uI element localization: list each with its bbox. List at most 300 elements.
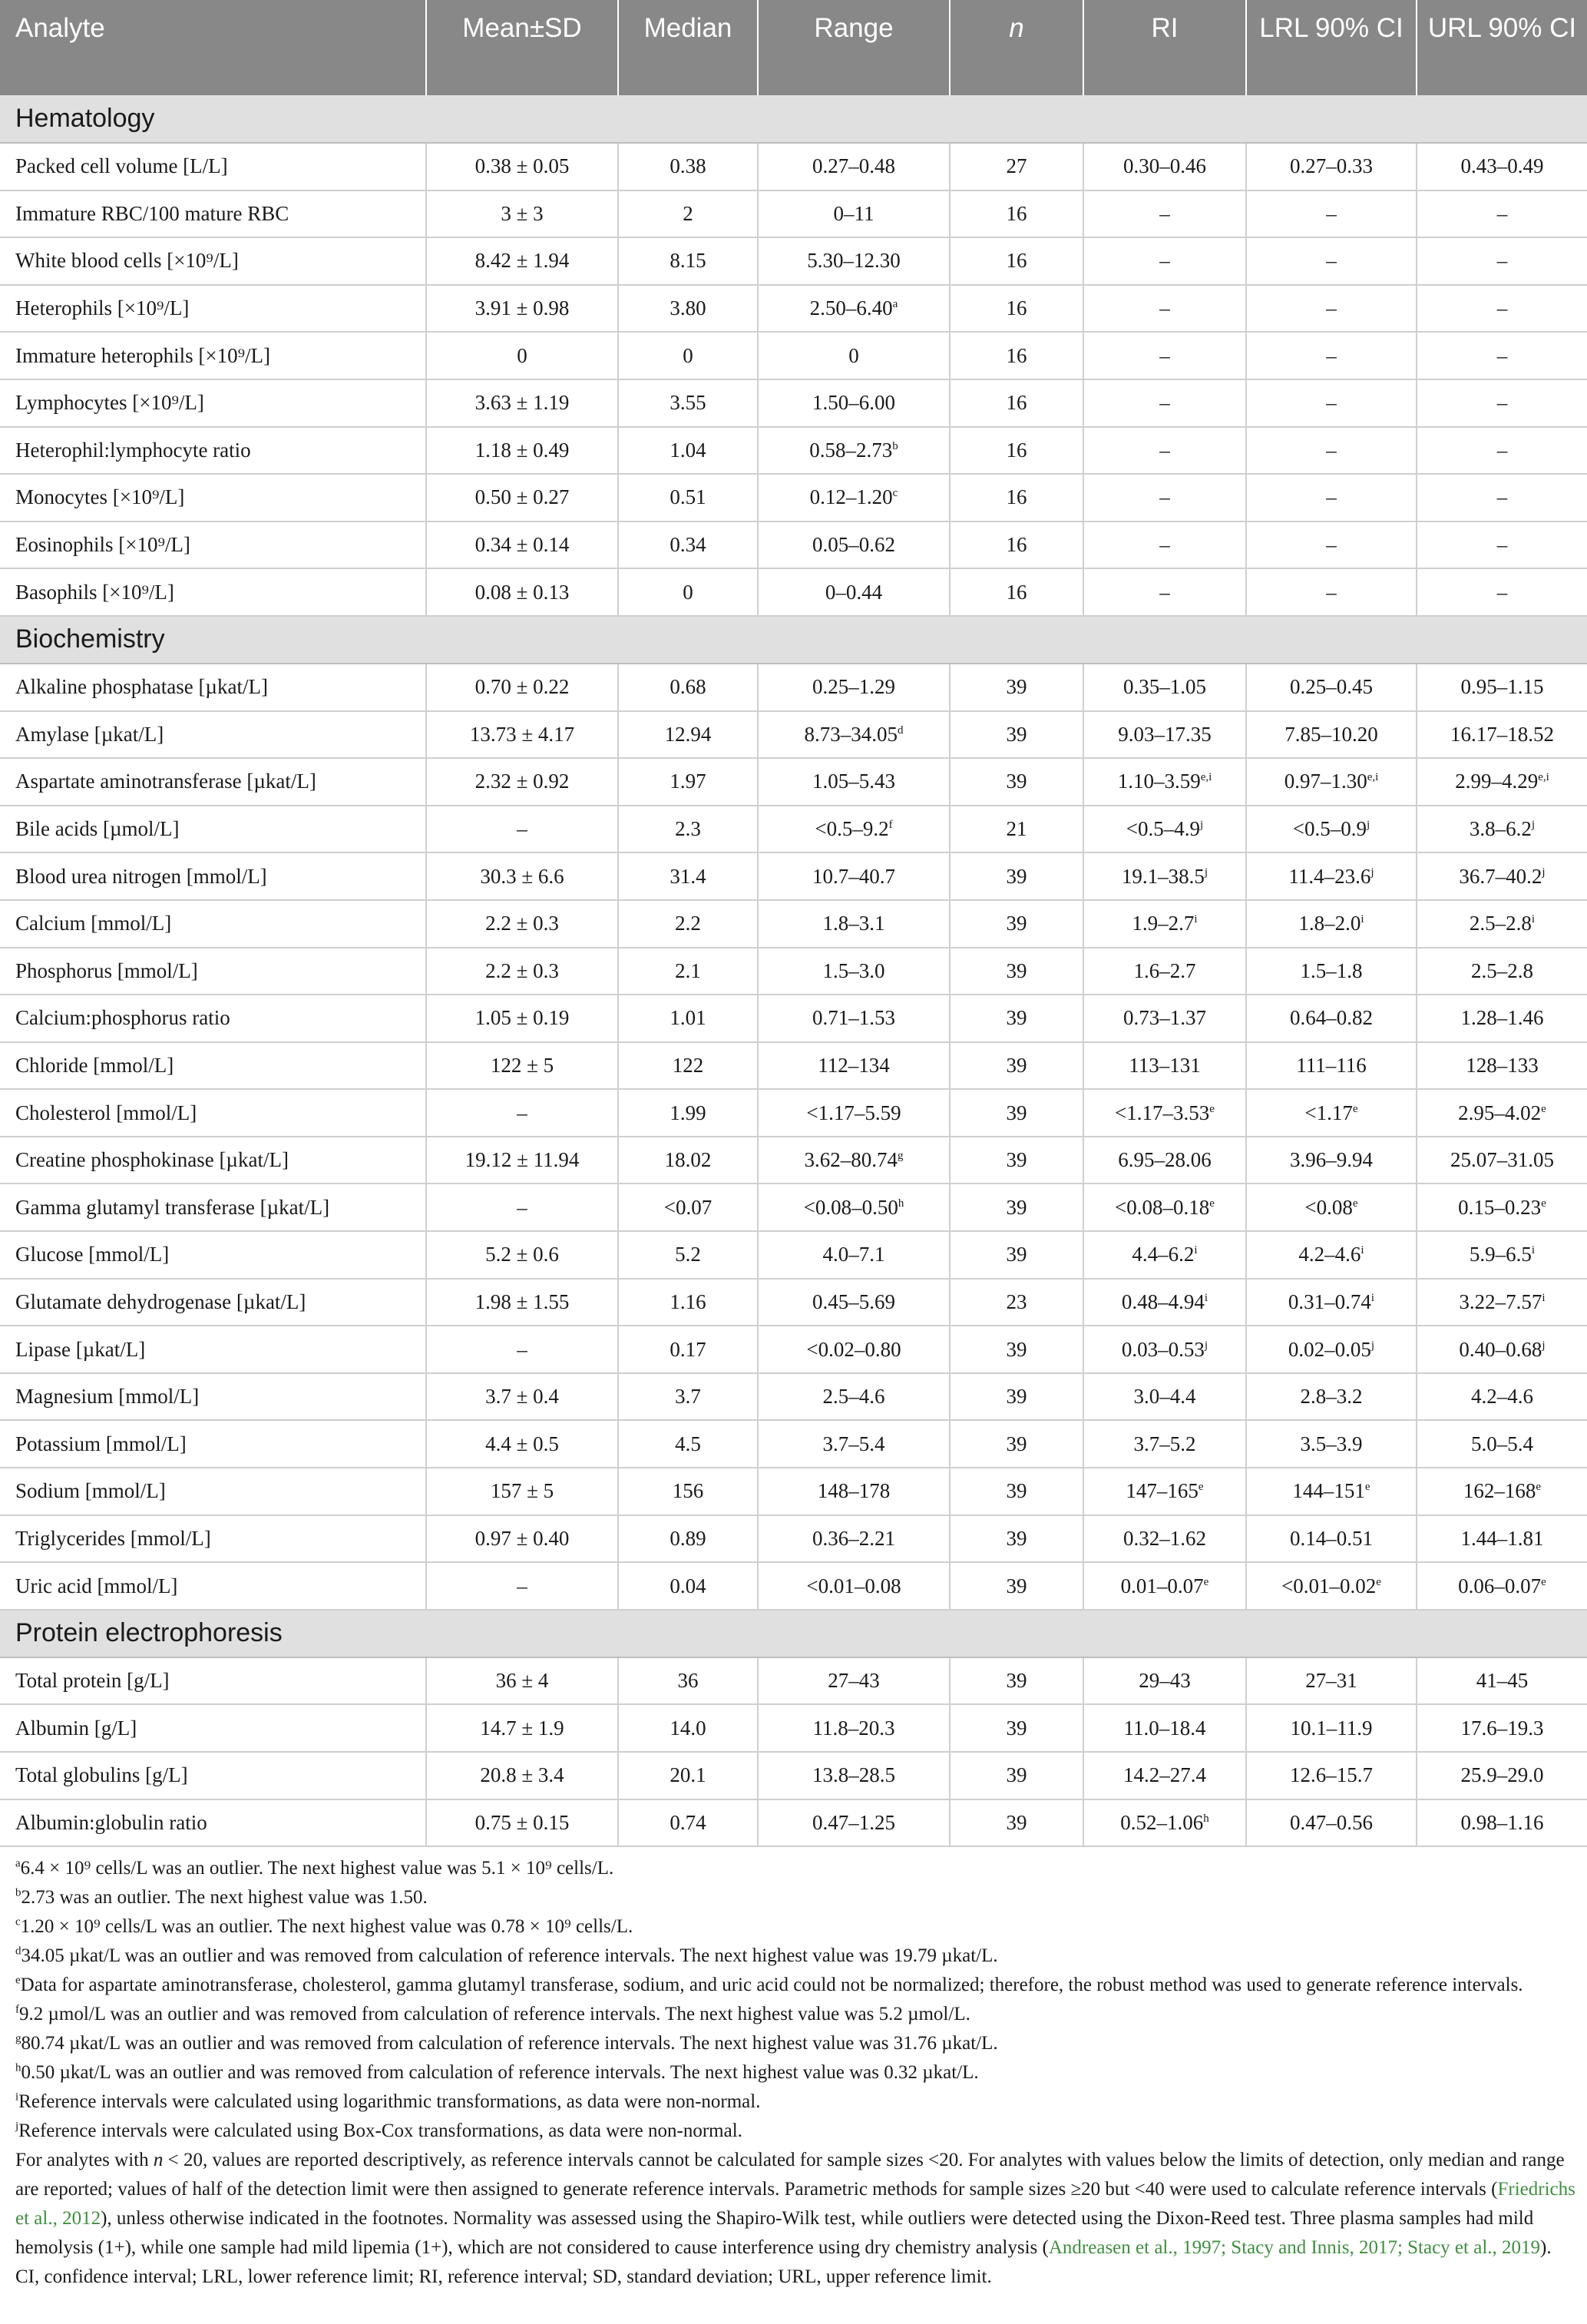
table-cell bbox=[426, 995, 618, 1042]
note-text: For analytes with bbox=[15, 2150, 154, 2170]
table-cell bbox=[1417, 900, 1587, 948]
cell-value: 0.51 bbox=[670, 485, 706, 509]
cell-value: 0.36–2.21 bbox=[812, 1526, 895, 1550]
table-row bbox=[0, 427, 1587, 475]
table-cell bbox=[1083, 1515, 1246, 1563]
table-cell bbox=[1083, 995, 1246, 1042]
cell-value: 157 ± 5 bbox=[490, 1479, 554, 1503]
table-cell bbox=[1417, 995, 1587, 1042]
cell-value: 13.73 ± 4.17 bbox=[469, 722, 575, 746]
cell-value: 0.50 ± 0.27 bbox=[474, 485, 570, 509]
table-cell bbox=[1417, 758, 1587, 806]
footnote bbox=[15, 2029, 1578, 2058]
cell-value: – bbox=[1496, 391, 1508, 415]
table-row bbox=[0, 900, 1587, 948]
cell-value: 16 bbox=[1006, 296, 1027, 320]
cell-value: 39 bbox=[1006, 1101, 1027, 1124]
cell-value: – bbox=[1159, 249, 1170, 273]
cell-value: 12.94 bbox=[664, 722, 712, 746]
cell-value: 2.2 ± 0.3 bbox=[485, 912, 559, 935]
table-cell bbox=[1246, 711, 1417, 759]
cell-value: – bbox=[1326, 201, 1337, 225]
cell-value: 0.25–0.45 bbox=[1290, 675, 1373, 699]
cell-value: <0.08 bbox=[1304, 1195, 1353, 1219]
cell-value: 2.5–2.8 bbox=[1471, 958, 1533, 982]
cell-value: – bbox=[1159, 533, 1170, 557]
analyte-name bbox=[0, 900, 426, 948]
cell-value: Packed cell volume [L/L] bbox=[15, 154, 228, 178]
cell-value: Heterophils [×10⁹/L] bbox=[15, 296, 190, 320]
cell-value: – bbox=[1159, 296, 1170, 320]
cell-value: 0 bbox=[683, 343, 693, 367]
cell-value: <1.17–5.59 bbox=[806, 1101, 901, 1124]
cell-value: – bbox=[1326, 438, 1337, 462]
analyte-name bbox=[0, 568, 426, 616]
table-cell bbox=[758, 521, 950, 569]
cell-value: 39 bbox=[1006, 1763, 1027, 1787]
cell-value: – bbox=[1326, 391, 1337, 415]
cell-value: 39 bbox=[1006, 1716, 1027, 1740]
table-cell bbox=[1246, 1373, 1417, 1421]
footnote-marker: j bbox=[1370, 1339, 1375, 1352]
table-cell bbox=[1246, 1137, 1417, 1184]
cell-value: 0.35–1.05 bbox=[1123, 675, 1206, 699]
cell-value: 1.04 bbox=[670, 438, 706, 462]
table-cell bbox=[1417, 1752, 1587, 1799]
cell-value: Uric acid [mmol/L] bbox=[15, 1574, 178, 1597]
table-cell bbox=[1083, 143, 1246, 190]
table-cell bbox=[426, 1752, 618, 1799]
cell-value: 2 bbox=[683, 201, 693, 225]
table-cell bbox=[1417, 806, 1587, 853]
cell-value: 8.42 ± 1.94 bbox=[474, 249, 570, 273]
table-cell bbox=[1417, 1515, 1587, 1563]
cell-value: 0.52–1.06 bbox=[1120, 1810, 1204, 1834]
table-cell bbox=[950, 1231, 1083, 1279]
cell-value: 148–178 bbox=[817, 1479, 891, 1503]
footnote-marker: e bbox=[1352, 1197, 1358, 1210]
cell-value: Albumin:globulin ratio bbox=[15, 1810, 207, 1834]
table-cell bbox=[1417, 1231, 1587, 1279]
table-cell bbox=[1246, 568, 1417, 616]
cell-value: 10.1–11.9 bbox=[1290, 1716, 1373, 1740]
footnote-text: Reference intervals were calculated using logarithmic transformations, as data were non-normal. bbox=[18, 2091, 761, 2112]
footnote bbox=[15, 1883, 1578, 1912]
cell-value: – bbox=[1496, 580, 1508, 604]
table-header bbox=[0, 0, 1587, 95]
note-text: < 20, values are reported descriptively, as reference intervals cannot be calculated for sample sizes <20. For analytes with values below the limits of detection, only median and range are reported; values of half of the detection limit were then assigned to generate reference intervals. Parametric methods for sample sizes ≥20 but <40 were used to calculate reference intervals ( bbox=[15, 2150, 1565, 2200]
table-cell bbox=[1083, 1326, 1246, 1373]
table-row bbox=[0, 568, 1587, 616]
cell-value: 3.7–5.2 bbox=[1133, 1432, 1196, 1455]
table-row bbox=[0, 1042, 1587, 1090]
table-cell bbox=[758, 1562, 950, 1610]
footnote bbox=[15, 2087, 1578, 2117]
table-cell bbox=[1083, 758, 1246, 806]
table-cell bbox=[1083, 711, 1246, 759]
cell-value: 162–168 bbox=[1463, 1479, 1536, 1503]
cell-value: <0.08–0.50 bbox=[803, 1195, 898, 1219]
table-body bbox=[0, 95, 1587, 1846]
table-row bbox=[0, 1657, 1587, 1705]
footnote-marker: e bbox=[1541, 1197, 1546, 1210]
table-cell bbox=[1083, 852, 1246, 900]
footnote-marker: c bbox=[892, 487, 898, 500]
footnote bbox=[15, 2117, 1578, 2146]
table-cell bbox=[426, 948, 618, 995]
cell-value: 9.03–17.35 bbox=[1118, 722, 1212, 746]
table-cell bbox=[1246, 427, 1417, 475]
table-cell bbox=[950, 1373, 1083, 1421]
table-cell bbox=[426, 521, 618, 569]
cell-value: 2.95–4.02 bbox=[1458, 1101, 1542, 1124]
analyte-name bbox=[0, 379, 426, 427]
table-cell bbox=[618, 664, 758, 711]
table-cell bbox=[950, 237, 1083, 285]
table-cell bbox=[1083, 1231, 1246, 1279]
table-cell bbox=[1417, 143, 1587, 190]
table-cell bbox=[426, 285, 618, 333]
cell-value: 27–43 bbox=[828, 1669, 880, 1693]
cell-value: 0.15–0.23 bbox=[1458, 1195, 1542, 1219]
table-cell bbox=[1083, 474, 1246, 521]
table-cell bbox=[618, 1231, 758, 1279]
table-cell bbox=[426, 1042, 618, 1090]
table-cell bbox=[1417, 1799, 1587, 1847]
table-cell bbox=[950, 900, 1083, 948]
cell-value: 156 bbox=[672, 1479, 704, 1503]
cell-value: <0.07 bbox=[663, 1195, 712, 1219]
cell-value: 0–0.44 bbox=[825, 580, 883, 604]
cell-value: 14.2–27.4 bbox=[1123, 1763, 1206, 1787]
table-cell bbox=[426, 427, 618, 475]
footnote bbox=[15, 2000, 1578, 2029]
cell-value: Heterophil:lymphocyte ratio bbox=[15, 438, 251, 462]
cell-value: Immature heterophils [×10⁹/L] bbox=[15, 343, 271, 367]
cell-value: 25.9–29.0 bbox=[1460, 1763, 1544, 1787]
cell-value: 2.32 ± 0.92 bbox=[474, 770, 570, 793]
table-cell bbox=[1083, 1468, 1246, 1515]
cell-value: – bbox=[1326, 343, 1337, 367]
cell-value: 1.05–5.43 bbox=[812, 770, 895, 793]
cell-value: 2.1 bbox=[675, 958, 701, 982]
table-cell bbox=[758, 995, 950, 1042]
table-cell bbox=[758, 379, 950, 427]
cell-value: 39 bbox=[1006, 1669, 1027, 1693]
table-cell bbox=[1246, 1042, 1417, 1090]
cell-value: – bbox=[517, 1195, 527, 1219]
cell-value: 0.40–0.68 bbox=[1459, 1337, 1542, 1361]
footnote-text: 80.74 µkat/L was an outlier and was removed from calculation of reference intervals. The next highest value was 31.76 µkat/L. bbox=[21, 2033, 998, 2054]
table-cell bbox=[1083, 568, 1246, 616]
footnote-mark: c bbox=[15, 1915, 21, 1928]
cell-value: 3.7 bbox=[675, 1385, 701, 1409]
cell-value: – bbox=[517, 1101, 527, 1124]
table-cell bbox=[758, 852, 950, 900]
footnote-marker: i bbox=[1531, 1244, 1536, 1257]
table-cell bbox=[618, 568, 758, 616]
header-median: Median bbox=[618, 0, 758, 95]
footnote-marker: e bbox=[1541, 1575, 1546, 1588]
cell-value: Glucose [mmol/L] bbox=[15, 1243, 170, 1266]
cell-value: 20.8 ± 3.4 bbox=[480, 1763, 564, 1787]
citation-link[interactable]: Andreasen et al., 1997; Stacy and Innis, 2017; Stacy et al., 2019 bbox=[1048, 2237, 1541, 2258]
table-cell bbox=[950, 948, 1083, 995]
cell-value: 39 bbox=[1006, 722, 1027, 746]
table-cell bbox=[1246, 1089, 1417, 1137]
cell-value: Calcium:phosphorus ratio bbox=[15, 1006, 230, 1030]
table-cell bbox=[1246, 521, 1417, 569]
table-row bbox=[0, 1326, 1587, 1373]
cell-value: 5.2 ± 0.6 bbox=[485, 1243, 559, 1266]
table-cell bbox=[758, 1752, 950, 1799]
cell-value: 0.89 bbox=[670, 1526, 706, 1550]
cell-value: – bbox=[1496, 438, 1508, 462]
cell-value: 39 bbox=[1006, 1432, 1027, 1455]
table-cell bbox=[1246, 379, 1417, 427]
cell-value: 16 bbox=[1006, 485, 1027, 509]
analyte-name bbox=[0, 190, 426, 238]
cell-value: 30.3 ± 6.6 bbox=[480, 864, 564, 888]
cell-value: Blood urea nitrogen [mmol/L] bbox=[15, 864, 267, 888]
table-cell bbox=[950, 474, 1083, 521]
cell-value: 0.47–0.56 bbox=[1290, 1810, 1373, 1834]
table-cell bbox=[758, 1704, 950, 1752]
header-mean-sd: Mean±SD bbox=[426, 0, 618, 95]
cell-value: – bbox=[1159, 391, 1170, 415]
cell-value: <0.5–0.9 bbox=[1292, 817, 1367, 841]
table-cell bbox=[426, 568, 618, 616]
citation-link[interactable]: Friedrichs et al., 2012 bbox=[15, 2179, 1575, 2229]
table-cell bbox=[1083, 1562, 1246, 1610]
table-cell bbox=[1417, 1562, 1587, 1610]
table-row bbox=[0, 474, 1587, 521]
cell-value: – bbox=[1326, 485, 1337, 509]
table-cell bbox=[618, 1468, 758, 1515]
analyte-name bbox=[0, 1231, 426, 1279]
footnote-marker: e bbox=[1541, 1102, 1546, 1115]
cell-value: 27–31 bbox=[1305, 1669, 1357, 1693]
table-cell bbox=[618, 379, 758, 427]
analyte-name bbox=[0, 427, 426, 475]
table-cell bbox=[1246, 900, 1417, 948]
cell-value: 25.07–31.05 bbox=[1450, 1148, 1554, 1172]
analyte-name bbox=[0, 474, 426, 521]
cell-value: 19.1–38.5 bbox=[1121, 864, 1205, 888]
cell-value: 4.0–7.1 bbox=[822, 1243, 885, 1266]
footnote bbox=[15, 1854, 1578, 1883]
table-cell bbox=[758, 758, 950, 806]
footnote-mark: d bbox=[15, 1945, 21, 1958]
cell-value: 11.4–23.6 bbox=[1288, 864, 1371, 888]
cell-value: Triglycerides [mmol/L] bbox=[15, 1526, 211, 1550]
cell-value: 17.6–19.3 bbox=[1460, 1716, 1544, 1740]
header-lrl-ci: LRL 90% CI bbox=[1246, 0, 1417, 95]
table-cell bbox=[1417, 852, 1587, 900]
table-cell bbox=[1083, 521, 1246, 569]
cell-value: 2.3 bbox=[675, 817, 701, 841]
analyte-name bbox=[0, 1042, 426, 1090]
cell-value: – bbox=[1159, 485, 1170, 509]
cell-value: 3 ± 3 bbox=[501, 201, 544, 225]
table-cell bbox=[950, 664, 1083, 711]
footnote-marker: j bbox=[1542, 866, 1546, 879]
cell-value: 3.22–7.57 bbox=[1459, 1289, 1542, 1313]
footnote-marker: i bbox=[1542, 1291, 1546, 1304]
table-cell bbox=[426, 143, 618, 190]
table-cell bbox=[950, 427, 1083, 475]
cell-value: 1.18 ± 0.49 bbox=[474, 438, 570, 462]
table-row bbox=[0, 1752, 1587, 1799]
table-cell bbox=[950, 1184, 1083, 1231]
header-analyte: Analyte bbox=[15, 13, 105, 43]
table-row bbox=[0, 758, 1587, 806]
cell-value: 0.03–0.53 bbox=[1121, 1337, 1205, 1361]
cell-value: 7.85–10.20 bbox=[1284, 722, 1378, 746]
cell-value: 27 bbox=[1006, 154, 1027, 178]
table-cell bbox=[426, 1231, 618, 1279]
cell-value: 2.5–2.8 bbox=[1469, 912, 1532, 935]
footnote-text: 2.73 was an outlier. The next highest value was 1.50. bbox=[21, 1887, 428, 1908]
cell-value: 0.75 ± 0.15 bbox=[474, 1810, 570, 1834]
table-row bbox=[0, 190, 1587, 238]
table-cell bbox=[1417, 1420, 1587, 1468]
cell-value: 0.32–1.62 bbox=[1123, 1526, 1206, 1550]
table-cell bbox=[950, 1704, 1083, 1752]
table-cell bbox=[1246, 285, 1417, 333]
footnote-marker: e bbox=[1536, 1481, 1542, 1494]
cell-value: 39 bbox=[1006, 1337, 1027, 1361]
table-cell bbox=[1083, 1752, 1246, 1799]
table-row bbox=[0, 1231, 1587, 1279]
table-cell bbox=[758, 1326, 950, 1373]
cell-value: 0.97 ± 0.40 bbox=[474, 1526, 570, 1550]
table-row bbox=[0, 1279, 1587, 1326]
table-cell bbox=[618, 427, 758, 475]
cell-value: 3.91 ± 0.98 bbox=[474, 296, 570, 320]
table-row bbox=[0, 237, 1587, 285]
footnote-marker: j bbox=[1542, 1339, 1546, 1352]
cell-value: 122 bbox=[672, 1053, 704, 1077]
footnote-text: 1.20 × 10⁹ cells/L was an outlier. The next highest value was 0.78 × 10⁹ cells/L. bbox=[20, 1916, 633, 1937]
table-row bbox=[0, 1799, 1587, 1847]
cell-value: 0.14–0.51 bbox=[1290, 1526, 1373, 1550]
table-cell bbox=[1246, 995, 1417, 1042]
table-cell bbox=[758, 1799, 950, 1847]
footnote-marker: e bbox=[1203, 1575, 1209, 1588]
table-row bbox=[0, 852, 1587, 900]
cell-value: 144–151 bbox=[1292, 1479, 1365, 1503]
cell-value: – bbox=[1496, 343, 1508, 367]
table-cell bbox=[758, 1373, 950, 1421]
footnote-marker: d bbox=[898, 723, 904, 737]
cell-value: 0.06–0.07 bbox=[1458, 1574, 1542, 1597]
cell-value: 29–43 bbox=[1139, 1669, 1191, 1693]
cell-value: – bbox=[1496, 485, 1508, 509]
cell-value: 2.2 ± 0.3 bbox=[485, 958, 559, 982]
cell-value: 39 bbox=[1006, 1385, 1027, 1409]
analyte-name bbox=[0, 1279, 426, 1326]
footnote-marker: e bbox=[1352, 1102, 1358, 1115]
cell-value: 4.4 ± 0.5 bbox=[485, 1432, 559, 1455]
note-text: ). CI, confidence interval; LRL, lower reference limit; RI, reference interval; SD, standard deviation; URL, upper reference limit. bbox=[15, 2237, 1552, 2287]
cell-value: 5.9–6.5 bbox=[1469, 1243, 1532, 1266]
cell-value: Calcium [mmol/L] bbox=[15, 912, 172, 935]
table-cell bbox=[618, 1042, 758, 1090]
cell-value: 8.73–34.05 bbox=[804, 722, 898, 746]
table-cell bbox=[618, 711, 758, 759]
table-cell bbox=[1083, 1042, 1246, 1090]
footnote bbox=[15, 2058, 1578, 2087]
table-cell bbox=[950, 568, 1083, 616]
table-row bbox=[0, 1089, 1587, 1137]
table-cell bbox=[1246, 1657, 1417, 1705]
analyte-name bbox=[0, 143, 426, 190]
header-ri: RI bbox=[1083, 0, 1246, 95]
table-cell bbox=[950, 1089, 1083, 1137]
cell-value: 16 bbox=[1006, 438, 1027, 462]
table-cell bbox=[618, 758, 758, 806]
table-cell bbox=[950, 1562, 1083, 1610]
table-cell bbox=[950, 190, 1083, 238]
cell-value: 128–133 bbox=[1466, 1053, 1539, 1077]
table-cell bbox=[950, 1468, 1083, 1515]
table-cell bbox=[1083, 379, 1246, 427]
cell-value: 6.95–28.06 bbox=[1118, 1148, 1212, 1172]
analyte-name bbox=[0, 711, 426, 759]
cell-value: 5.2 bbox=[675, 1243, 701, 1266]
footnote-marker: j bbox=[1367, 819, 1370, 832]
table-cell bbox=[1417, 474, 1587, 521]
footnote-marker: f bbox=[888, 819, 893, 832]
table-cell bbox=[758, 568, 950, 616]
table-cell bbox=[618, 948, 758, 995]
cell-value: 39 bbox=[1006, 1148, 1027, 1172]
table-row bbox=[0, 1515, 1587, 1563]
table-cell bbox=[1246, 1468, 1417, 1515]
cell-value: 39 bbox=[1006, 958, 1027, 982]
table-cell bbox=[618, 1089, 758, 1137]
cell-value: 16.17–18.52 bbox=[1450, 722, 1554, 746]
footnote-marker: b bbox=[892, 439, 898, 452]
analyte-name bbox=[0, 806, 426, 853]
analyte-name bbox=[0, 1420, 426, 1468]
cell-value: <0.01–0.08 bbox=[806, 1574, 901, 1597]
cell-value: 0.27–0.48 bbox=[812, 154, 895, 178]
table-cell bbox=[426, 1373, 618, 1421]
cell-value: 39 bbox=[1006, 1006, 1027, 1030]
cell-value: 12.6–15.7 bbox=[1290, 1763, 1373, 1787]
table-cell bbox=[1246, 948, 1417, 995]
table-cell bbox=[758, 237, 950, 285]
cell-value: 39 bbox=[1006, 1195, 1027, 1219]
section-title: Protein electrophoresis bbox=[0, 1610, 1587, 1657]
table-cell bbox=[1246, 237, 1417, 285]
table-cell bbox=[1417, 379, 1587, 427]
cell-value: 8.15 bbox=[670, 249, 706, 273]
cell-value: 0.71–1.53 bbox=[812, 1006, 895, 1030]
footnote-marker: e,i bbox=[1367, 771, 1379, 784]
footnote-list bbox=[15, 1854, 1578, 2146]
cell-value: 39 bbox=[1006, 1526, 1027, 1550]
cell-value: <0.01–0.02 bbox=[1281, 1574, 1377, 1597]
analyte-name bbox=[0, 1184, 426, 1231]
cell-value: 0.02–0.05 bbox=[1288, 1337, 1371, 1361]
cell-value: 14.7 ± 1.9 bbox=[480, 1716, 564, 1740]
table-cell bbox=[618, 1326, 758, 1373]
footnote-marker: g bbox=[898, 1150, 904, 1163]
table-cell bbox=[758, 1231, 950, 1279]
